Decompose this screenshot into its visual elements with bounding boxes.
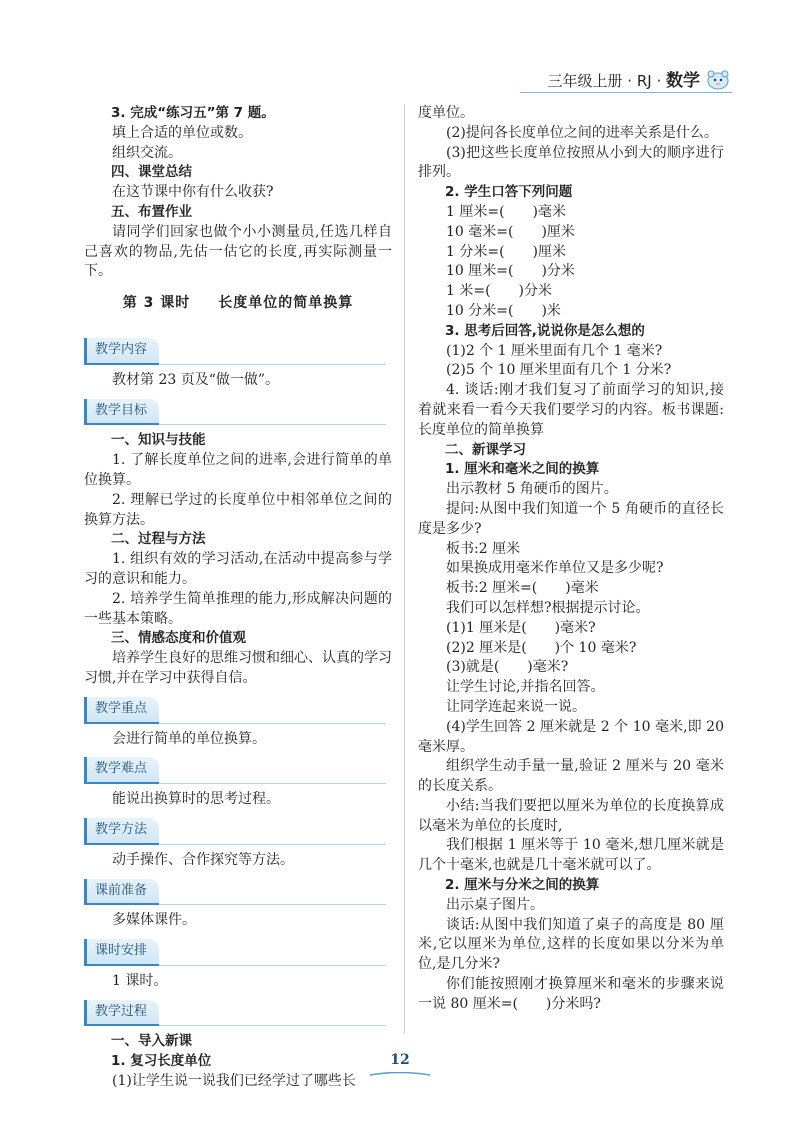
item-heading: 1. 厘米和毫米之间的换算: [445, 461, 600, 478]
header-subject: 数学: [666, 71, 700, 91]
text-paragraph: 培养学生良好的思维习惯和细心、认真的学习习惯,并在学习中获得自信。: [84, 650, 392, 686]
text-line: 填上合适的单位或数。: [112, 124, 252, 141]
item-heading: 3. 思考后回答,说说你是怎么想的: [445, 322, 645, 339]
item-heading: 2. 厘米与分米之间的换算: [445, 877, 600, 894]
text-line: 让同学连起来说一说。: [446, 698, 586, 715]
exercise-line: 10 分米=( )米: [446, 302, 561, 319]
section-label-difficulties: 教学难点: [84, 757, 159, 784]
text-line: (1)1 厘米是( )毫米?: [446, 619, 596, 636]
text-paragraph: 会进行简单的单位换算。: [112, 730, 266, 747]
column-divider: [404, 104, 405, 1034]
text-paragraph: 我们根据 1 厘米等于 10 毫米,想几厘米就是几个十毫米,也就是几十毫米就可以了。: [418, 837, 724, 874]
exercise-line: 1 米=( )分米: [446, 283, 553, 300]
text-paragraph: 组织学生动手量一量,验证 2 厘米与 20 毫米的长度关系。: [418, 758, 724, 795]
text-line: 如果换成用毫米作单位又是多少呢?: [446, 560, 664, 577]
text-line: (2)5 个 10 厘米里面有几个 1 分米?: [446, 362, 672, 379]
section-label-preparation: 课前准备: [84, 879, 159, 906]
text-line: (1)让学生说一说我们已经学过了哪些长: [112, 1073, 356, 1090]
lesson-name: 长度单位的简单换算: [218, 295, 354, 312]
item-heading: 3. 完成“练习五”第 7 题。: [111, 105, 275, 121]
exercise-line: 1 厘米=( )毫米: [446, 203, 567, 220]
section-heading: 二、过程与方法: [111, 531, 206, 548]
page-number: 12: [390, 1052, 410, 1068]
exercise-line: 1 分米=( )厘米: [446, 243, 567, 260]
cartoon-mascot-icon: [706, 68, 730, 90]
lesson-title: [84, 294, 392, 314]
text-line: 组织交流。: [112, 144, 182, 161]
text-line: 我们可以怎样想?根据提示讨论。: [446, 599, 650, 616]
text-paragraph: 动手操作、合作探究等方法。: [112, 851, 294, 868]
text-paragraph: 请同学们回家也做个小小测量员,任选几样自己喜欢的物品,先估一估它的长度,再实际测量一下。: [84, 223, 392, 280]
exercise-line: 10 厘米=( )分米: [446, 263, 575, 280]
left-column: [84, 104, 392, 1092]
text-line: 板书:2 厘米=( )毫米: [446, 580, 599, 597]
section-label-methods: 教学方法: [84, 818, 159, 845]
text-paragraph: (2)提问各长度单位之间的进率关系是什么。: [446, 124, 718, 141]
section-label-goals: 教学目标: [84, 399, 159, 426]
text-paragraph: 多媒体课件。: [112, 912, 196, 929]
text-paragraph: 1 课时。: [112, 972, 168, 989]
header-rule: [520, 92, 732, 93]
text-line: 让学生讨论,并指名回答。: [446, 679, 605, 696]
text-paragraph: 2. 理解已学过的长度单位中相邻单位之间的换算方法。: [84, 491, 392, 528]
text-paragraph: 教材第 23 页及“做一做”。: [112, 371, 280, 388]
text-paragraph: 谈话:从图中我们知道了桌子的高度是 80 厘米,它以厘米为单位,这样的长度如果以分米为单位,是几分米?: [418, 916, 724, 973]
lesson-number: 第 3 课时: [122, 295, 191, 312]
text-line: (2)2 厘米是( )个 10 毫米?: [446, 639, 637, 656]
section-heading: 一、导入新课: [111, 1033, 192, 1050]
text-paragraph: (4)学生回答 2 厘米就是 2 个 10 毫米,即 20 毫米厚。: [418, 718, 724, 755]
page-number-decoration-icon: [368, 1072, 432, 1078]
item-heading: 1. 复习长度单位: [111, 1053, 212, 1070]
header-grade: 三年级上册 · RJ · 数学: [547, 71, 700, 91]
section-label-process: 教学过程: [84, 1000, 159, 1027]
text-line: (1)2 个 1 厘米里面有几个 1 毫米?: [446, 342, 663, 359]
section-label-key-points: 教学重点: [84, 697, 159, 724]
text-line: (3)就是( )毫米?: [446, 659, 569, 676]
text-line: 度单位。: [418, 105, 474, 121]
exercise-line: 10 毫米=( )厘米: [446, 223, 575, 240]
text-paragraph: (3)把这些长度单位按照从小到大的顺序进行排列。: [418, 144, 724, 181]
text-paragraph: 1. 组织有效的学习活动,在活动中提高参与学习的意识和能力。: [84, 551, 392, 587]
text-paragraph: 小结:当我们要把以厘米为单位的长度换算成以毫米为单位的长度时,: [418, 797, 724, 834]
text-paragraph: 提问:从图中我们知道一个 5 角硬币的直径长度是多少?: [418, 500, 724, 537]
section-heading: 三、情感态度和价值观: [111, 630, 246, 647]
text-paragraph: 1. 了解长度单位之间的进率,会进行简单的单位换算。: [84, 452, 392, 488]
text-line: 在这节课中你有什么收获?: [112, 184, 274, 201]
section-heading: 一、知识与技能: [111, 432, 206, 449]
text-line: 出示桌子图片。: [446, 896, 544, 913]
text-paragraph: 能说出换算时的思考过程。: [112, 791, 280, 808]
section-heading: 四、课堂总结: [111, 164, 192, 181]
text-paragraph: 4. 谈话:刚才我们复习了前面学习的知识,接着就来看一看今天我们要学习的内容。板书课题:长度单位的简单换算: [418, 382, 724, 438]
text-paragraph: 2. 培养学生简单推理的能力,形成解决问题的一些基本策略。: [84, 590, 392, 627]
section-label-schedule: 课时安排: [84, 939, 159, 966]
text-line: 板书:2 厘米: [446, 540, 521, 557]
section-label-content: 教学内容: [84, 338, 159, 365]
page-header: [548, 66, 730, 91]
item-heading: 2. 学生口答下列问题: [445, 184, 573, 201]
right-column: [418, 104, 724, 1015]
text-line: 出示教材 5 角硬币的图片。: [446, 481, 618, 498]
text-paragraph: 你们能按照刚才换算厘米和毫米的步骤来说一说 80 厘米=( )分米吗?: [418, 976, 724, 1012]
section-heading: 二、新课学习: [445, 441, 526, 458]
section-heading: 五、布置作业: [111, 203, 192, 220]
